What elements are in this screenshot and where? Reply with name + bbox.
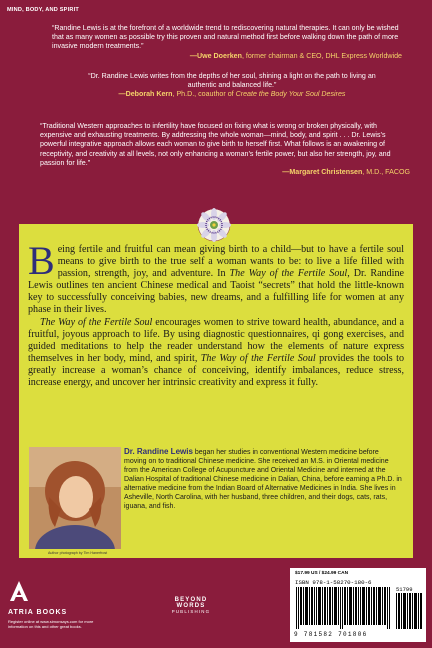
supplemental-code: 51799 [396, 586, 413, 593]
endorsement-quote-1 [52, 24, 402, 61]
barcode-number: 9 781582 701806 [294, 631, 368, 638]
quote-attribution: —Uwe Doerken, former chairman & CEO, DHL Express Worldwide [189, 51, 402, 60]
barcode-panel [290, 568, 426, 642]
endorsement-quote-2 [82, 72, 382, 100]
description-paragraph-1: Being fertile and fruitful can mean giving birth to a child—but to have a fertile soul means to give birth to the true self a woman wants to be: to live a life filled with passion, strength, joy, and adventure. In The Way of the Fertile Soul, Dr. Randine Lewis outlines ten ancient Chinese medical and Taoist “secrets” that hold the little-known key to successfully conceiving babies, new dreams, and a fulfilling life for women at any phase in their lives. [28, 238, 404, 316]
isbn-label: ISBN 978-1-58270-180-6 [295, 579, 372, 586]
author-bio: Dr. Randine Lewis began her studies in conventional Western medicine before moving on to traditional Chinese medicine. She received an M.S. in Oriental medicine from the American College of Acupuncture and Oriental Medicine and interned at the Dalian Hospital of traditional Chinese medicine in Dalian, China, before earning a Ph.D. in alternative medicine from the Indian Board of Alternative Medicines in India. She lives in Asheville, North Carolina, with her husband, three children, and their dogs, cats, rats, iguana, and fish. [124, 447, 402, 510]
description-paragraph-2: The Way of the Fertile Soul encourages women to strive toward health, abundance, and a fruitful, joyous approach to life. By using diagnostic questionnaires, qi gong exercises, and guided meditations to help the reader understand how the elements of nature express themselves in her body, mind, and spirit, The Way of the Fertile Soul provides the tools to greatly increase a woman’s chance of conceiving, identify imbalances, reduce stress, increase energy, and uncover her intrinsic creativity and express it fully. [28, 316, 404, 389]
barcode-bars-icon [296, 587, 392, 629]
atria-register-note: Register online at www.simonsays.com for more information on this and other great books. [8, 619, 94, 629]
photo-credit: Author photograph by Tim Hanerfrost [48, 551, 108, 555]
atria-books-block [8, 580, 128, 629]
author-name: Dr. Randine Lewis [124, 447, 193, 456]
atria-logo-icon [8, 580, 30, 602]
quote-text: “Randine Lewis is at the forefront of a worldwide trend to rediscovering natural therapies. It can only be wished that as many women as possible try this proven and natural method first before walking down the path of more invasive modern treatments.” [52, 24, 399, 51]
book-description [28, 238, 404, 389]
quote-attribution: —Margaret Christensen, M.D., FACOG [282, 168, 410, 177]
quote-attribution: —Deborah Kern, Ph.D., coauthor of Create the Body Your Soul Desires [118, 90, 346, 99]
beyond-words-publishing: PUBLISHING [171, 609, 211, 614]
beyond-words-logo [160, 597, 222, 614]
quote-text: “Dr. Randine Lewis writes from the depths of her soul, shining a light on the path to living an authentic and balanced life.” [88, 72, 376, 90]
passion-flower-icon [197, 208, 231, 242]
author-portrait-image [29, 447, 121, 549]
price-label: $17.99 US / $24.99 CAN [295, 571, 349, 576]
author-photo [29, 447, 121, 549]
quote-text: “Traditional Western approaches to infertility have focused on fixing what is wrong or broken physically, with expensive and exhausting treatments. By addressing the whole woman—mind, body, and spirit . . . Dr. Lewis’s powerful integrative approach allows each woman to give birth to herself first. What follows is an awakening of receptivity, and creativity at all levels, not only enhancing a woman’s fertile power, but also her strength, joy, and passion for life.” [40, 122, 391, 167]
beyond-words-name: BEYOND WORDS [174, 597, 208, 609]
supplemental-barcode-icon [396, 593, 422, 629]
atria-logo-text: ATRIA BOOKS [8, 609, 68, 616]
category-label: MIND, BODY, AND SPIRIT [7, 7, 79, 13]
endorsement-quote-3 [40, 122, 410, 177]
drop-cap: B [28, 238, 55, 283]
